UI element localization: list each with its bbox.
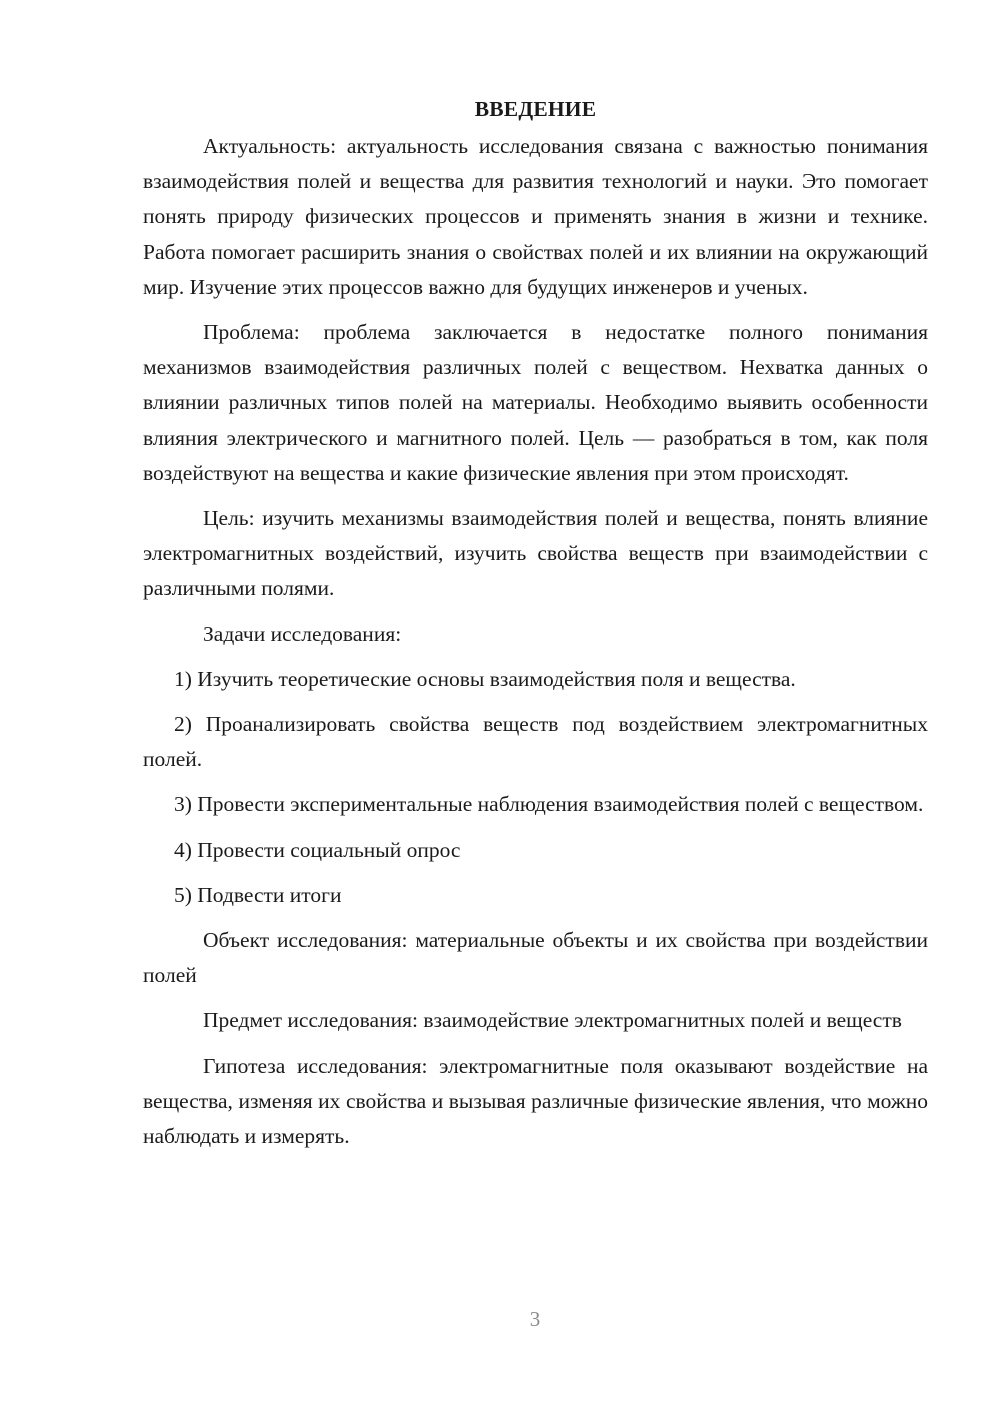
- task-item: 4) Провести социальный опрос: [174, 837, 461, 862]
- problem-paragraph: Проблема: проблема заключается в недостатке полного понимания механизмов взаимодействия различных полей с веществом. Нехватка данных о влиянии различных типов полей на материалы. Необходимо выявить особенности влияния электрического и магнитного полей. Цель — разобраться в том, как поля воздействуют на вещества и какие физические явления при этом происходят.: [143, 320, 928, 485]
- relevance-paragraph: Актуальность: актуальность исследования связана с важностью понимания взаимодействия полей и вещества для развития технологий и науки. Это помогает понять природу физических процессов и применять знания в жизни и технике. Работа помогает расширить знания о свойствах полей и их влиянии на окружающий мир. Изучение этих процессов важно для будущих инженеров и ученых.: [143, 134, 928, 299]
- document-page: [143, 92, 928, 1164]
- task-item: 3) Провести экспериментальные наблюдения взаимодействия полей с веществом.: [174, 792, 924, 817]
- hypothesis-paragraph: Гипотеза исследования: электромагнитные поля оказывают воздействие на вещества, изменяя их свойства и вызывая различные физические явления, что можно наблюдать и измерять.: [143, 1053, 928, 1149]
- page-number: 3: [529, 1307, 541, 1331]
- subject-paragraph: Предмет исследования: взаимодействие электромагнитных полей и веществ: [203, 1008, 902, 1033]
- task-item: 1) Изучить теоретические основы взаимодействия поля и вещества.: [174, 666, 796, 691]
- tasks-heading: Задачи исследования:: [203, 621, 402, 646]
- task-item: 2) Проанализировать свойства веществ под воздействием электромагнитных полей.: [143, 712, 928, 772]
- object-paragraph: Объект исследования: материальные объекты и их свойства при воздействии полей: [143, 928, 928, 988]
- section-title: ВВЕДЕНИЕ: [474, 97, 597, 121]
- task-item: 5) Подвести итоги: [174, 882, 342, 907]
- tasks-list: [143, 662, 928, 913]
- goal-paragraph: Цель: изучить механизмы взаимодействия полей и вещества, понять влияние электромагнитных воздействий, изучить свойства веществ при взаимодействии с различными полями.: [143, 506, 928, 601]
